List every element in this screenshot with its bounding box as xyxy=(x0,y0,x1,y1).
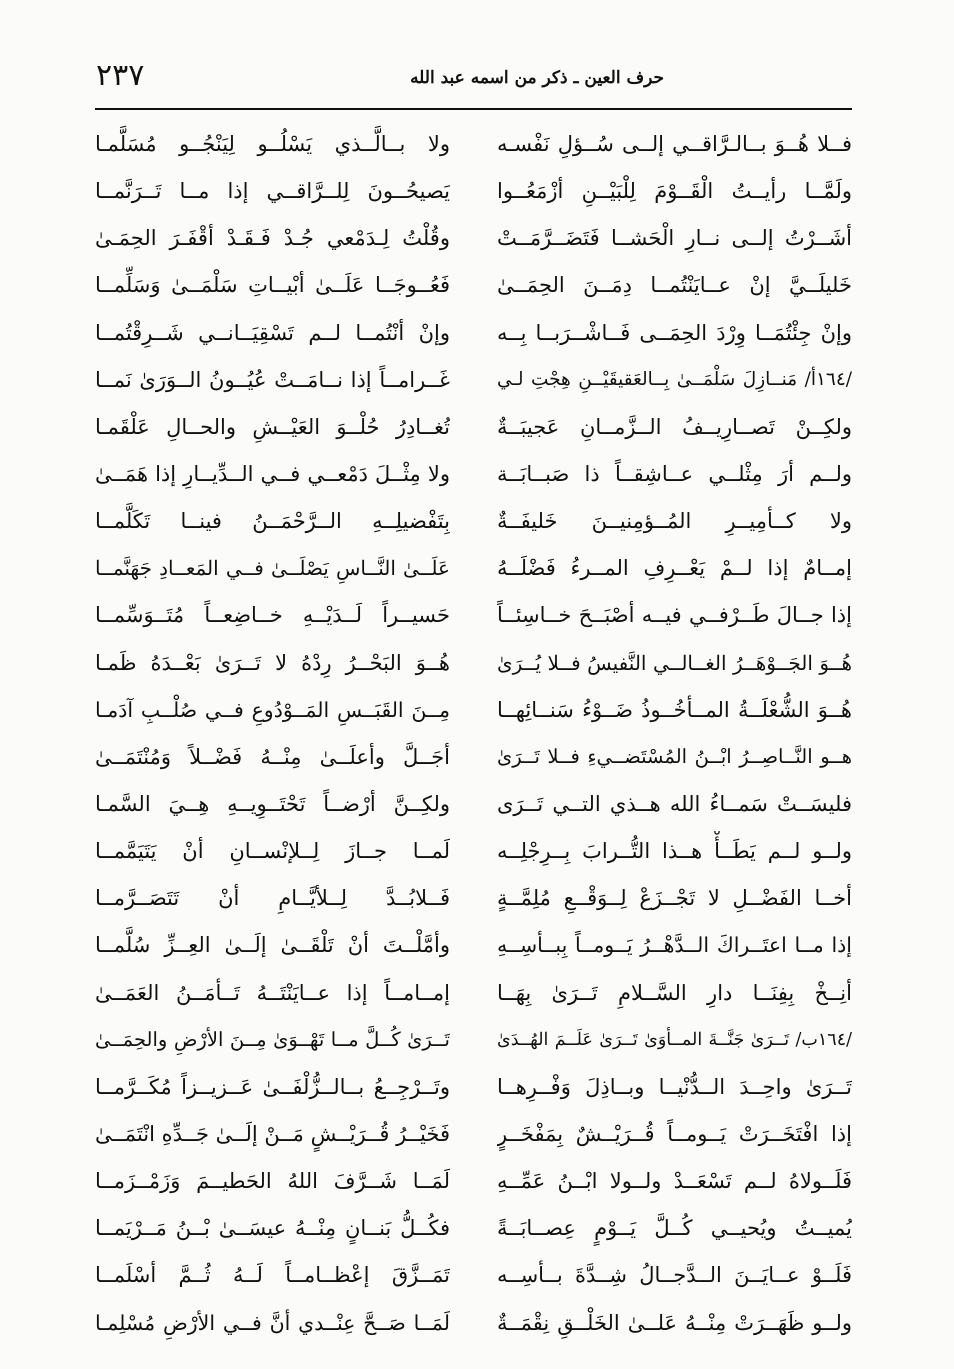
verse-first-hemistich: /١٦٤أ/ مَنــازِلَ سَلْمَــىٰ بِــالعَقيقَيْــنِ هِجْتِ لـي xyxy=(497,368,852,390)
verse-second-hemistich: مِــنَ القَبَــسِ المَــوْدُوعِ فــي صُلْــبِ آدَمـا xyxy=(95,697,450,722)
verse-second-hemistich: أجَــلَّ وأعلَــىٰ مِنْــهُ فَضْــلاً وَمُنْتَمَــىٰ xyxy=(95,744,450,769)
running-header: حرف العين ـ ذكر من اسمه عبد الله xyxy=(410,68,664,88)
verse-first-hemistich: ولــم أرَ مِثْلــي عــاشِقــاً ذا صَبــابَــة xyxy=(497,461,852,486)
verse-first-hemistich: ولَمَّــا رأيــتُ الْقَــوْمَ لِلْبَيْــنِ أزْمَعُــوا xyxy=(497,179,852,204)
verse-first-hemistich: تَــرَىٰ واحِــدَ الــدُّنْيــا وبــاذِلَ وَفْــرِهــا xyxy=(497,1074,852,1099)
verse-line xyxy=(95,591,852,638)
verse-first-hemistich: ولكِــنْ تَصــارِيــفُ الــزَّمــانِ عَجيبَــةٌ xyxy=(497,414,852,439)
verse-second-hemistich: يَصيحُــونَ لِلــرَّاقــي إذا مــا تَــرَنَّمــا xyxy=(95,179,450,204)
verse-second-hemistich: لَمَــا شَــرَّفَ اللهُ الحَطيــمَ وَزَمْــزَمــا xyxy=(95,1169,450,1194)
verse-line xyxy=(95,874,852,921)
verse-second-hemistich: غَــرامــاً إذا نــامَــتْ عُيُــونُ الــوَرَىٰ نَمــا xyxy=(95,367,450,392)
verse-line xyxy=(95,827,852,874)
header-divider xyxy=(95,108,852,110)
verse-first-hemistich: إذا افْتَخَــرَتْ يَــومــاً قُــرَيْــشٌ بِمَفْخَــرٍ xyxy=(497,1121,852,1146)
page-number: ٢٣٧ xyxy=(96,58,145,93)
verse-line xyxy=(95,403,852,450)
verse-first-hemistich: فليسَــتْ سَمــاءُ الله هــذي التــي تَــرَى xyxy=(497,791,852,816)
verse-line xyxy=(95,780,852,827)
verse-first-hemistich: ولا كــأمِيــرِ المُــؤمِنيــنَ خَليفَــةٌ xyxy=(497,509,852,534)
verse-second-hemistich: تَمَــزَّقَ إعْظــامــاً لَــهُ ثُــمَّ أسْلَمــا xyxy=(95,1263,450,1288)
verse-line xyxy=(95,1110,852,1157)
verse-second-hemistich: عَلَــىٰ النَّــاسِ يَصْلَــىٰ فــي المَعــادِ جَهَنَّمــا xyxy=(95,556,450,581)
verse-second-hemistich: ولا بــالَّــذي يَسْلُــو لِيَنْجُــو مُسَلَّمـا xyxy=(95,132,450,156)
verse-line xyxy=(95,167,852,214)
verse-first-hemistich: هُــوَ الجَــوْهَــرُ الغــالــي النَّفيسُ فــلا يُــرَىٰ xyxy=(497,650,852,675)
verse-first-hemistich: خَليلَــيَّ إنْ عــايَنْتُمــا دِمَــنَ الحِمَــىٰ xyxy=(497,273,852,298)
verse-first-hemistich: إمــامٌ إذا لــمْ يَعْــرِفِ المــرءُ فَضْلَــهُ xyxy=(497,556,852,581)
verse-second-hemistich: إمــامــاً إذا عــايَنْتَــهُ تَــأمَــنُ العَمَــىٰ xyxy=(95,980,450,1005)
verse-first-hemistich: يُميــتُ ويُحيــي كُــلَّ يَــوْمٍ عِصــابَــةً xyxy=(497,1216,852,1241)
verse-second-hemistich: وقُلْتُ لِـدَمْعي جُـدْ فَـقَـدْ أقْفَـرَ الحِمَـىٰ xyxy=(95,226,450,251)
verse-line xyxy=(95,969,852,1016)
verse-line xyxy=(95,639,852,686)
verse-line xyxy=(95,686,852,733)
verse-second-hemistich: لَمَــا صَــحَّ عِنْــدي أنَّ فــي الأرْضِ مُسْلِمـا xyxy=(95,1310,450,1335)
verse-line xyxy=(95,1299,852,1346)
verse-second-hemistich: هُــوَ البَحْــرُ رِدْهُ لا تَــرَىٰ بَعْــدَهُ ظَمـا xyxy=(95,650,450,675)
verse-first-hemistich: إذا مــا اعتَــراكَ الــدَّهْــرُ يَــومــاً بِبــأسِــهِ xyxy=(497,933,852,958)
verse-second-hemistich: تُغــادِرُ حُلْــوَ العَيْــشِ والحــالِ عَلْقَمـا xyxy=(95,414,450,439)
verse-second-hemistich: بِتَفْضيلِــهِ الــرَّحْمَــنُ فينــا تَكَلَّمــا xyxy=(95,509,450,534)
verse-line xyxy=(95,309,852,356)
verse-first-hemistich: هــو النَّــاصِــرُ ابْــنُ المُسْتَضــيءِ فــلا تَــرَىٰ xyxy=(497,744,852,768)
verse-second-hemistich: حَسيــراً لَــدَيْــهِ خــاضِعــاً مُتَــوَسِّمــا xyxy=(95,603,450,628)
verse-first-hemistich: أخــا الفَضْــلِ لا تَجْــزَعْ لِــوَقْــعِ مُلِمَّــةٍ xyxy=(497,886,852,911)
verse-line xyxy=(95,120,852,167)
verse-first-hemistich: ولــو لــم يَطَــأْ هــذا التُّــرابَ بِــرِجْلِــه xyxy=(497,839,852,864)
verse-line xyxy=(95,356,852,403)
verse-line xyxy=(95,1251,852,1298)
verse-line xyxy=(95,1157,852,1204)
verse-first-hemistich: فَلَــولاهُ لــم تَسْعَــدْ ولــولا ابْــنُ عَمِّــهِ xyxy=(497,1169,852,1194)
verse-first-hemistich: ولــو ظَهَــرَتْ مِنْــهُ عَلــىٰ الخَلْــقِ نِقْمَــةٌ xyxy=(497,1310,852,1335)
verse-line xyxy=(95,921,852,968)
verse-second-hemistich: وإنْ أنْتُمــا لــم تَسْقِيَــانــي شَــرِقْتُمــا xyxy=(95,320,450,345)
verse-line xyxy=(95,1204,852,1251)
verse-line xyxy=(95,544,852,591)
verse-second-hemistich: ولكِــنَّ أرْضــاً تَحْتَــوِيــهِ هِــيَ السَّمـا xyxy=(95,791,450,816)
verse-first-hemistich: فَلَــوْ عــايَــنَ الــدَّجــالُ شِــدَّةَ بــأسِــه xyxy=(497,1263,852,1288)
verse-first-hemistich: فــلا هُــوَ بــالـرَّاقــي إلــى سُــؤلِ نَفْسـه xyxy=(497,132,852,156)
verse-first-hemistich: أشَــرْتُ إلــى نــارِ الْحَشــا فَتَضَــرَّمَــتْ xyxy=(497,226,852,251)
verse-first-hemistich: هُــوَ الشُّعْلَــةُ المــأخُــوذُ ضَــوْءُ سَنــائِهــا xyxy=(497,697,852,722)
verse-line xyxy=(95,261,852,308)
verse-line xyxy=(95,450,852,497)
verse-line xyxy=(95,733,852,780)
poem-verses xyxy=(95,120,852,1346)
verse-first-hemistich: أنِــخْ بِفِنَــا دارِ السَّــلامِ تَــرَىٰ بِهَــا xyxy=(497,980,852,1005)
verse-second-hemistich: فَعُــوجَــا عَلَــىٰ أبْيــاتِ سَلْمَــىٰ وَسَلِّمــا xyxy=(95,273,450,298)
verse-second-hemistich: لَمــا جــازَ لِــلإنْســانِ أنْ يَتَيَمَّمــا xyxy=(95,839,450,864)
verse-second-hemistich: ولا مِثْــلَ دَمْعــي فــي الــدِّيــارِ إذا هَمَــىٰ xyxy=(95,461,450,486)
verse-second-hemistich: تَــرَىٰ كُــلَّ مــا تَهْــوَىٰ مِــنَ الأرْضِ والحِمَــىٰ xyxy=(95,1027,450,1051)
verse-line xyxy=(95,497,852,544)
verse-second-hemistich: فَخَيْــرُ قُــرَيْــشٍ مَــنْ إلَــىٰ جَــدِّهِ انْتَمَــىٰ xyxy=(95,1121,450,1146)
verse-line xyxy=(95,214,852,261)
verse-first-hemistich: إذا جــالَ طَــرْفــي فيــه أصْبَــحَ خــاسِئــاً xyxy=(497,603,852,628)
verse-line xyxy=(95,1063,852,1110)
verse-second-hemistich: فكُــلُّ بَنــانٍ مِنْــهُ عيسَــىٰ بْــنُ مَــرْيَمــا xyxy=(95,1216,450,1241)
verse-line xyxy=(95,1016,852,1063)
verse-second-hemistich: فَــلابُــدَّ لِــلأيَّــامِ أنْ تَتَصَــرَّمــا xyxy=(95,886,450,911)
verse-first-hemistich: وإنْ جِئْتُمَــا وِرْدَ الحِمَــى فَــاشْــرَبــا بِــه xyxy=(497,320,852,345)
verse-second-hemistich: وأمَّلْــتَ أنْ تَلْقَــىٰ إلَــىٰ العِــزِّ سُلَّمــا xyxy=(95,933,450,958)
verse-second-hemistich: وتَــرْجِــعُ بــالــزُّلْفَــىٰ عَــزيــزاً مُكَــرَّمــا xyxy=(95,1074,450,1099)
verse-first-hemistich: /١٦٤ب/ تَــرَىٰ جَنَّــةَ المــأوَىٰ تَــرَىٰ عَلَــمَ الهُــدَىٰ xyxy=(497,1029,852,1050)
